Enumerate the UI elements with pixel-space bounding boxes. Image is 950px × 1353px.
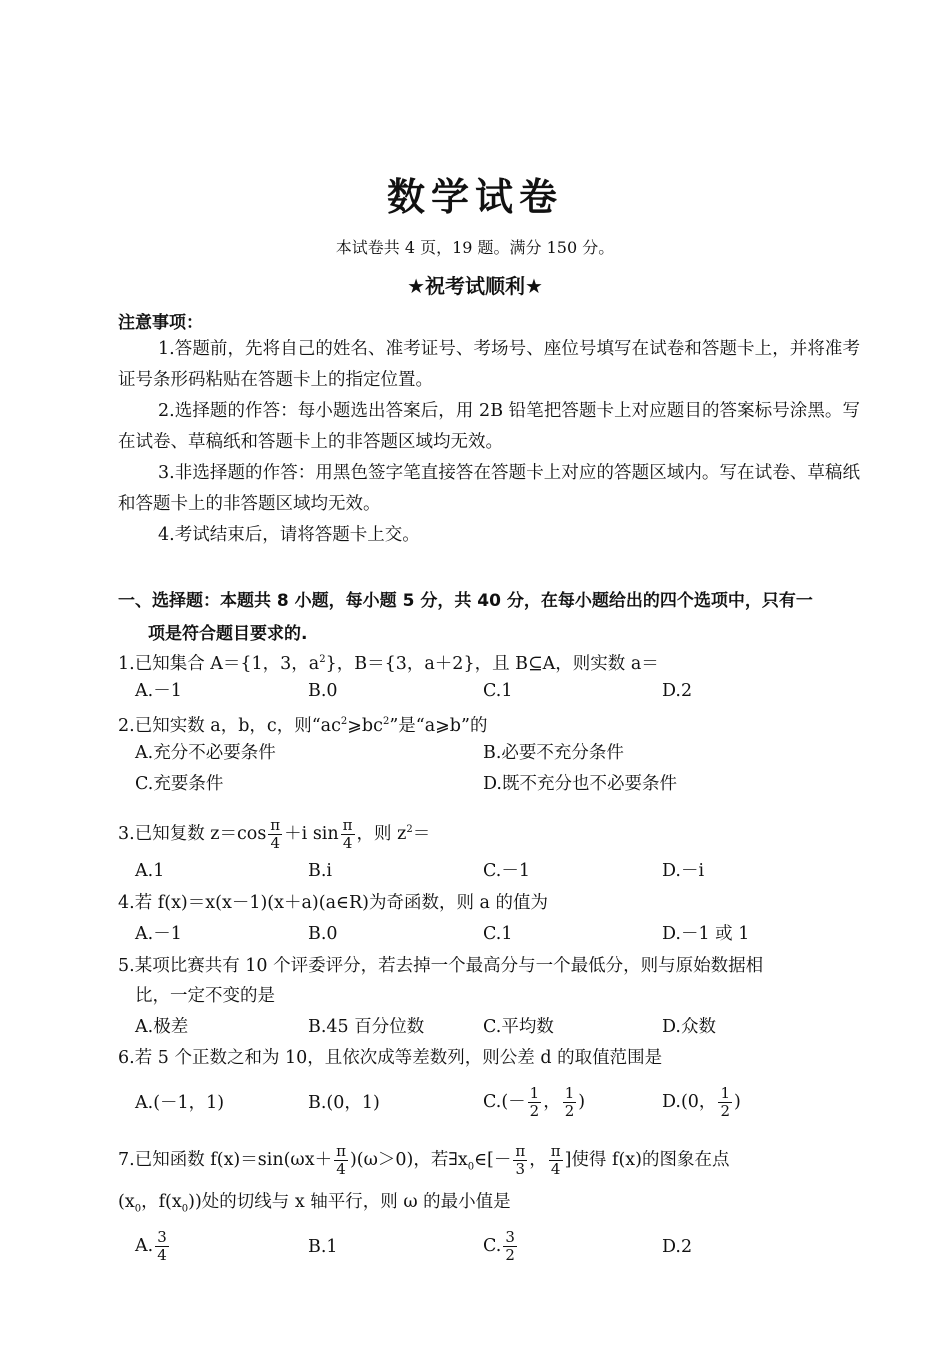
notice-item-3: 3.非选择题的作答：用黑色签字笔直接答在答题卡上对应的答题区域内。写在试卷、草稿纸和答题卡上的非答题区域均无效。: [118, 463, 860, 514]
q3-stem-c: ，则 z: [356, 823, 407, 844]
q7-c-frac-den: 2: [505, 1246, 515, 1264]
q2-stem-a: 2.已知实数 a，b，c，则“ac: [118, 715, 341, 736]
q3-frac-1-num: π: [270, 815, 281, 834]
q7-c-pre: C.: [483, 1236, 502, 1256]
q3-option-c: C.－1: [483, 861, 530, 881]
q7-line2-c: ))处的切线与 x 轴平行，则 ω 的最小值是: [188, 1192, 511, 1212]
q4-option-c: C.1: [483, 924, 513, 944]
q4-option-b: B.0: [308, 924, 338, 944]
q7-sub-1: 0: [467, 1161, 475, 1173]
q3-fraction-2: [341, 817, 355, 852]
q7-sub-2: 0: [134, 1203, 142, 1215]
q4-option-d: D.－1 或 1: [662, 924, 750, 944]
q6-c-frac-2-num: 1: [564, 1084, 575, 1102]
q3-stem-d: ＝: [412, 823, 431, 844]
q6-c-mid: ，: [543, 1092, 561, 1112]
notice-item-4: 4.考试结束后，请将答题卡上交。: [158, 525, 420, 545]
q4-option-a: A.－1: [135, 924, 182, 944]
q7-line2-b: ，f(x: [141, 1192, 182, 1212]
q5-option-c: C.平均数: [483, 1017, 554, 1037]
q3-option-b: B.i: [308, 861, 333, 881]
q1-option-c: C.1: [483, 681, 513, 701]
q6-option-a: A.(－1，1): [135, 1093, 225, 1113]
q7-frac-1-num: π: [336, 1142, 346, 1160]
blessing-text: ★祝考试顺利★: [407, 274, 543, 298]
q6-d-pre: D.(0，: [662, 1092, 717, 1112]
q7-option-d: D.2: [662, 1237, 693, 1257]
q2-stem-c: ”是“a⩾b”的: [389, 715, 488, 736]
q3-frac-2-den: 4: [342, 833, 353, 852]
q6-c-frac-1-den: 2: [529, 1102, 540, 1120]
q7-a-frac-num: 3: [157, 1228, 167, 1246]
q6-c-fraction-1: [528, 1085, 542, 1120]
q7-stem-e: ]使得 f(x)的图象在点: [564, 1150, 730, 1170]
q7-sub-3: 0: [181, 1203, 189, 1215]
page-title: 数学试卷: [386, 175, 563, 219]
q1-option-d: D.2: [662, 681, 693, 701]
q3-frac-1-den: 4: [270, 833, 280, 852]
q1-sup: 2: [319, 654, 326, 665]
q7-frac-1-den: 4: [336, 1160, 346, 1178]
q6-c-frac-1-num: 1: [529, 1084, 540, 1102]
q6-d-fraction: [718, 1085, 732, 1120]
question-1-stem: [118, 645, 863, 679]
q6-option-d: [662, 1080, 741, 1124]
q7-option-b: B.1: [308, 1237, 338, 1257]
q2-sup-2: 2: [382, 716, 390, 727]
q6-option-c: [483, 1080, 585, 1124]
q6-d-frac-den: 2: [720, 1102, 730, 1120]
question-2-stem: [118, 707, 863, 741]
q2-option-a: A.充分不必要条件: [135, 743, 276, 763]
q5-option-b: B.45 百分位数: [308, 1017, 425, 1037]
q7-stem-b: )(ω＞0)，若∃x: [349, 1150, 468, 1170]
q6-c-fraction-2: [563, 1085, 577, 1120]
q7-stem-c: ∈[－: [474, 1150, 512, 1170]
q2-stem-b: ⩾bc: [347, 715, 383, 736]
q7-a-fraction: [155, 1229, 169, 1264]
q1-stem-a: 1.已知集合 A＝{1，3，a: [118, 653, 320, 674]
question-4-stem: 4.若 f(x)＝x(x－1)(x＋a)(a∈R)为奇函数，则 a 的值为: [118, 893, 549, 913]
q7-fraction-2: [513, 1143, 527, 1178]
exam-info: 本试卷共 4 页，19 题。满分 150 分。: [335, 238, 615, 257]
q2-option-b: B.必要不充分条件: [483, 743, 624, 763]
q3-fraction-1: [268, 817, 282, 852]
q7-frac-2-num: π: [515, 1142, 526, 1160]
q2-option-c: C.充要条件: [135, 774, 224, 794]
q5-option-d: D.众数: [662, 1017, 716, 1037]
q1-option-b: B.0: [308, 681, 338, 701]
q7-a-frac-den: 4: [157, 1246, 167, 1264]
q6-c-frac-2-den: 2: [564, 1102, 575, 1120]
notice-item-2: 2.选择题的作答：每小题选出答案后，用 2B 铅笔把答题卡上对应题目的答案标号涂黑。写在试卷、草稿纸和答题卡上的非答题区域均无效。: [118, 401, 860, 452]
q7-frac-3-den: 4: [550, 1160, 561, 1178]
q7-stem-d: ，: [529, 1150, 547, 1170]
q3-option-a: A.1: [135, 861, 165, 881]
q7-option-c: [483, 1224, 519, 1268]
q3-frac-2-num: π: [342, 815, 353, 834]
q3-stem-b: ＋i sin: [284, 823, 339, 844]
q1-option-a: A.－1: [135, 681, 182, 701]
question-6-stem: 6.若 5 个正数之和为 10，且依次成等差数列，则公差 d 的取值范围是: [118, 1048, 663, 1068]
q7-c-frac-num: 3: [505, 1228, 515, 1246]
q7-frac-3-num: π: [550, 1142, 561, 1160]
q6-c-pre: C.(－: [483, 1092, 526, 1112]
notice-item-1: 1.答题前，先将自己的姓名、准考证号、考场号、座位号填写在试卷和答题卡上，并将准考证号条形码粘贴在答题卡上的指定位置。: [118, 339, 860, 390]
q1-stem-b: }，B＝{3，a＋2}，且 B⊆A，则实数 a＝: [325, 653, 659, 674]
section-heading: [118, 585, 863, 651]
q2-option-d: D.既不充分也不必要条件: [483, 774, 677, 794]
q6-d-post: ): [733, 1092, 741, 1112]
q7-fraction-1: [334, 1143, 348, 1178]
q6-option-b: B.(0，1): [308, 1093, 380, 1113]
question-7-stem-line-1: [118, 1138, 863, 1190]
q3-sup: 2: [406, 824, 413, 835]
question-5-stem-line-2: 比，一定不变的是: [135, 986, 275, 1006]
question-7-stem-line-2: [118, 1187, 863, 1225]
section-heading-line-2: 项是符合题目要求的.: [148, 624, 308, 644]
q7-c-fraction: [503, 1229, 517, 1264]
q2-sup-1: 2: [340, 716, 348, 727]
q7-frac-2-den: 3: [515, 1160, 526, 1178]
q7-a-pre: A.: [135, 1236, 154, 1256]
q7-line2-a: (x: [118, 1192, 135, 1212]
q5-option-a: A.极差: [135, 1017, 189, 1037]
q3-option-d: D.－i: [662, 861, 705, 881]
q6-d-frac-num: 1: [720, 1084, 730, 1102]
q7-fraction-3: [549, 1143, 563, 1178]
question-5-stem-line-1: 5.某项比赛共有 10 个评委评分，若去掉一个最高分与一个最低分，则与原始数据相: [118, 956, 764, 976]
question-3-stem: [118, 810, 863, 854]
q7-stem-a: 7.已知函数 f(x)＝sin(ωx＋: [118, 1150, 333, 1170]
q3-stem-a: 3.已知复数 z＝cos: [118, 823, 267, 844]
q7-option-a: [135, 1224, 171, 1268]
section-heading-line-1: 一、选择题：本题共 8 小题，每小题 5 分，共 40 分，在每小题给出的四个选项中，只有一: [118, 591, 813, 611]
notice-heading: 注意事项：: [118, 313, 203, 333]
q6-c-post: ): [578, 1092, 586, 1112]
